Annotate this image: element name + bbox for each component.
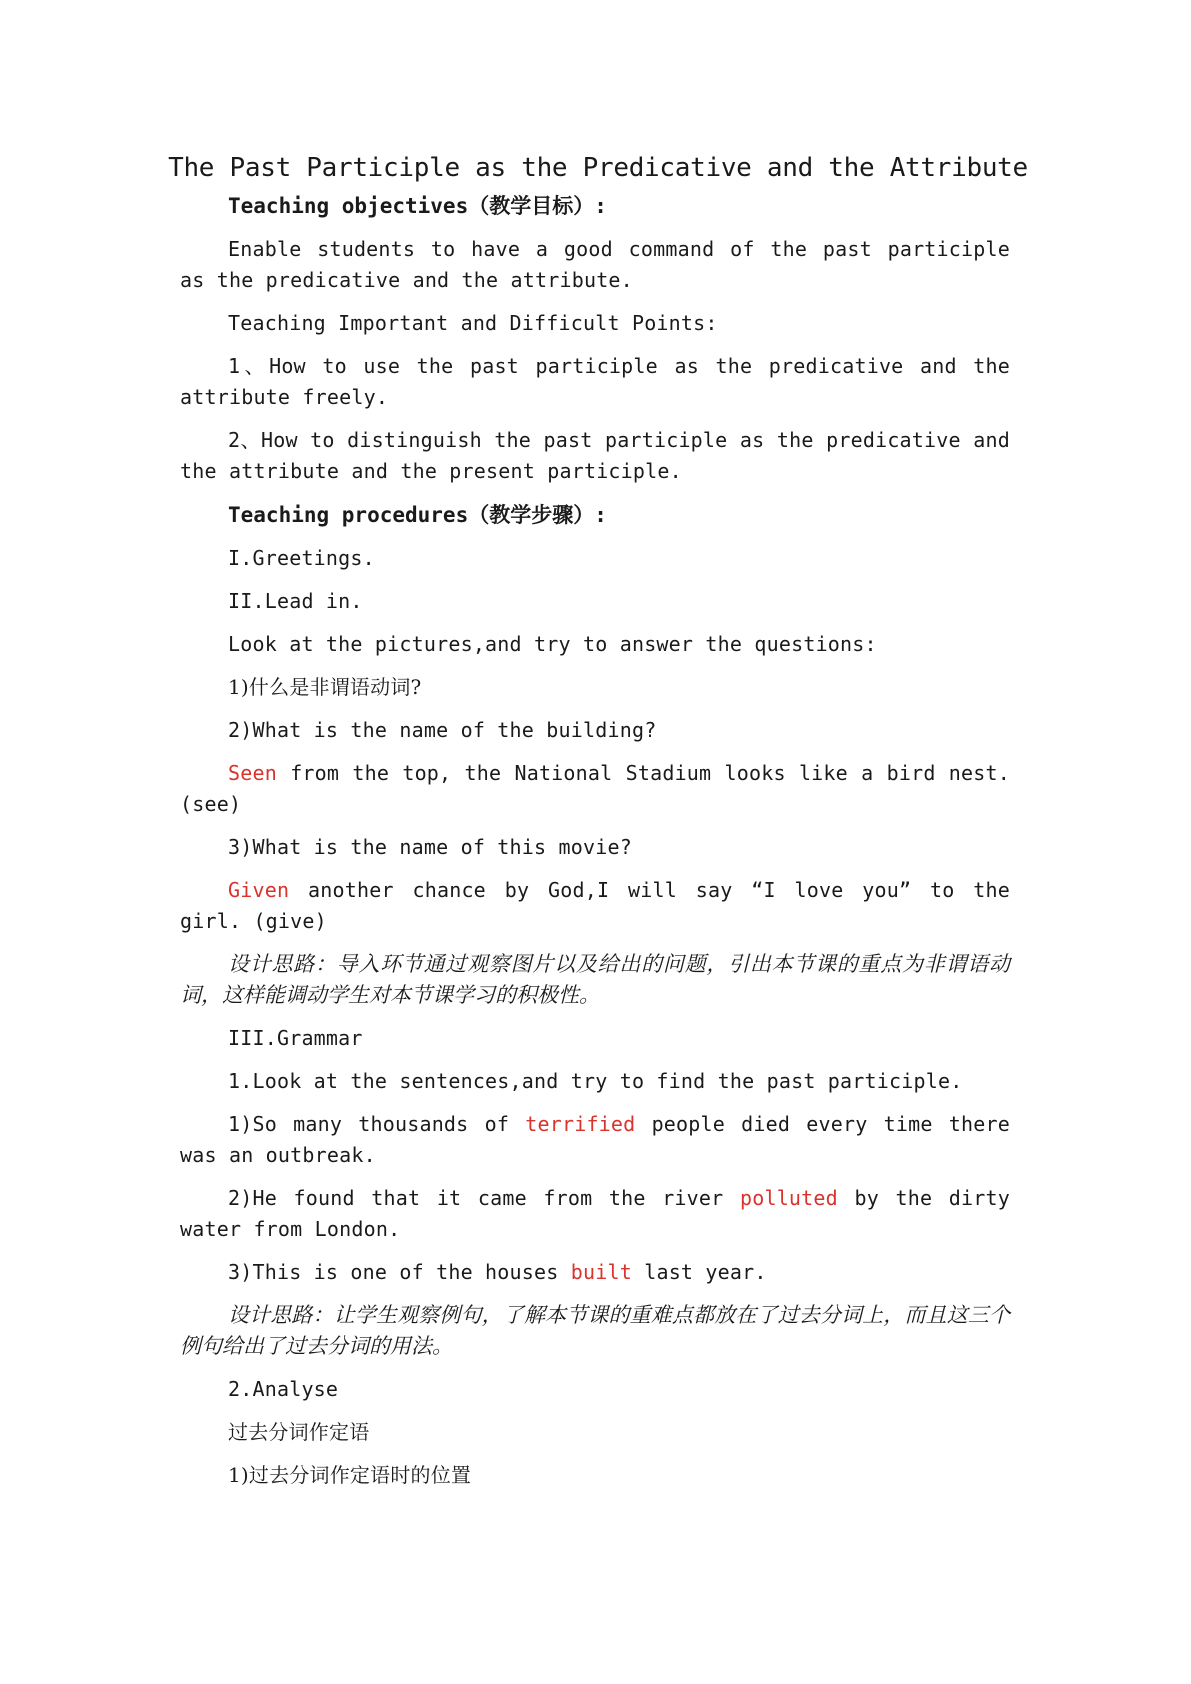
step-greetings: I.Greetings. [228, 546, 375, 570]
sentence-text: 1)So many thousands of [228, 1112, 526, 1136]
sentence-text: by the dirty water from London. [180, 1186, 1010, 1241]
grammar-instruction: 1.Look at the sentences,and try to find the past participle. [228, 1069, 963, 1093]
highlight-word: terrified [525, 1112, 636, 1136]
highlight-word: built [570, 1260, 632, 1284]
design-note-2: 设计思路：让学生观察例句，了解本节课的重难点都放在了过去分词上，而且这三个例句给出了过去分词的用法。 [180, 1303, 1010, 1358]
grammar-sentence-1 [180, 1109, 1010, 1171]
highlight-word: Seen [228, 761, 277, 785]
sentence-text: 2)He found that it came from the river [228, 1186, 740, 1210]
question-2: 2)What is the name of the building? [228, 718, 657, 742]
objectives-heading: Teaching objectives（教学目标）: [228, 194, 607, 218]
step-analyse: 2.Analyse [228, 1377, 339, 1401]
sentence-text: another chance by God,I will say “I love you” to the girl. (give) [180, 878, 1010, 933]
highlight-word: polluted [739, 1186, 838, 1210]
grammar-sentence-2 [180, 1183, 1010, 1245]
objectives-text: Enable students to have a good command of the past participle as the predicative and the attribute. [180, 237, 1010, 292]
question-1: 1)什么是非谓语动词? [228, 675, 422, 699]
grammar-sentence-3 [180, 1257, 1010, 1288]
sentence-text: people died every time there was an outbreak. [180, 1112, 1010, 1167]
step-grammar: III.Grammar [228, 1026, 363, 1050]
design-note-1: 设计思路：导入环节通过观察图片以及给出的问题，引出本节课的重点为非谓语动词，这样能调动学生对本节课学习的积极性。 [180, 952, 1010, 1007]
step-lead-in: II.Lead in. [228, 589, 363, 613]
procedures-heading: Teaching procedures（教学步骤）: [228, 503, 607, 527]
document-title: The Past Participle as the Predicative and the Attribute [168, 153, 1028, 183]
points-heading: Teaching Important and Difficult Points: [228, 311, 718, 335]
highlight-word: Given [228, 878, 290, 902]
lead-instruction: Look at the pictures,and try to answer the questions: [228, 632, 877, 656]
analyse-subheading: 过去分词作定语 [228, 1420, 370, 1444]
example-sentence-1 [180, 758, 1010, 820]
document-body [168, 150, 1028, 1503]
sentence-text: from the top, the National Stadium looks like a bird nest. (see) [180, 761, 1010, 816]
sentence-text: 3)This is one of the houses [228, 1260, 571, 1284]
point-1: 1、How to use the past participle as the predicative and the attribute freely. [180, 354, 1010, 409]
example-sentence-2 [180, 875, 1010, 937]
analyse-item-1: 1)过去分词作定语时的位置 [228, 1463, 472, 1487]
question-3: 3)What is the name of this movie? [228, 835, 632, 859]
point-2: 2、How to distinguish the past participle as the predicative and the attribute and the present participle. [180, 428, 1010, 483]
sentence-text: last year. [631, 1260, 767, 1284]
